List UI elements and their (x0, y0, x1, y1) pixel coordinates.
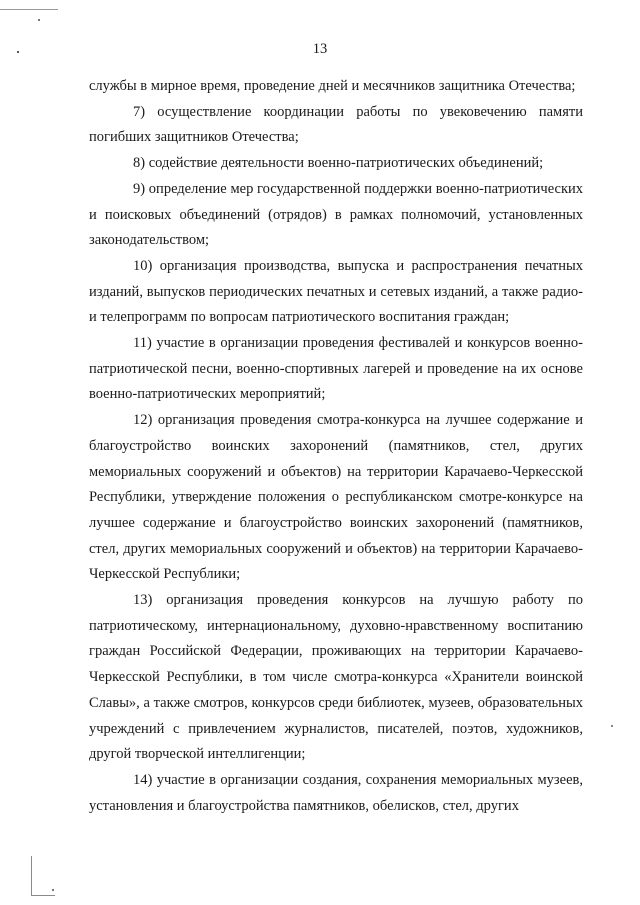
page-number: 13 (312, 41, 328, 57)
paragraph-item-14: 14) участие в организации создания, сохранения мемориальных музеев, установления и благоустройства памятников, обелисков, стел, других (89, 771, 583, 814)
scan-speck (38, 19, 40, 21)
paragraph-continuation: службы в мирное время, проведение дней и месячников защитника Отечества; (89, 78, 576, 94)
paragraph-item-10: 10) организация производства, выпуска и распространения печатных изданий, выпусков периодических печатных и сетевых изданий, а также радио- и телепрограмм по вопросам патриотического воспитания граждан; (89, 257, 583, 326)
scan-speck (52, 889, 54, 891)
paragraph-item-11: 11) участие в организации проведения фестивалей и конкурсов военно-патриотической песни, военно-спортивных лагерей и проведение на их основе военно-патриотических мероприятий; (89, 335, 583, 403)
paragraph-item-8: 8) содействие деятельности военно-патриотических объединений; (133, 155, 544, 172)
paragraph-item-9: 9) определение мер государственной поддержки военно-патриотических и поисковых объединений (отрядов) в рамках полномочий, установленных законодательством; (89, 180, 583, 249)
document-body (89, 74, 583, 819)
paragraph-item-13: 13) организация проведения конкурсов на лучшую работу по патриотическому, интернациональному, духовно-нравственному воспитанию граждан Российской Федерации, проживающих на территории Карачаево-Черкесской Республики, в том числе смотра-конкурса «Хранители воинской Славы», а также смотров, конкурсов среди библиотек, музеев, образовательных учреждений с привлечением журналистов, писателей, поэтов, художников, другой творческой интеллигенции; (89, 592, 583, 763)
scan-speck (611, 725, 613, 727)
scan-edge-mark (0, 9, 58, 10)
paragraph-item-7: 7) осуществление координации работы по увековечению памяти погибших защитников Отечества; (89, 103, 583, 146)
scan-corner-mark (31, 895, 55, 896)
paragraph-item-12: 12) организация проведения смотра-конкурса на лучшее содержание и благоустройство воинских захоронений (памятников, стел, других мемориальных сооружений и объектов) на территории Карачаево-Черкесской Республики, утверждение положения о республиканском смотре-конкурсе на лучшее содержание и благоустройство воинских захоронений (памятников, стел, других мемориальных сооружений и объектов) на территории Карачаево-Черкесской Республики; (89, 412, 583, 583)
scan-corner-mark (31, 856, 32, 896)
